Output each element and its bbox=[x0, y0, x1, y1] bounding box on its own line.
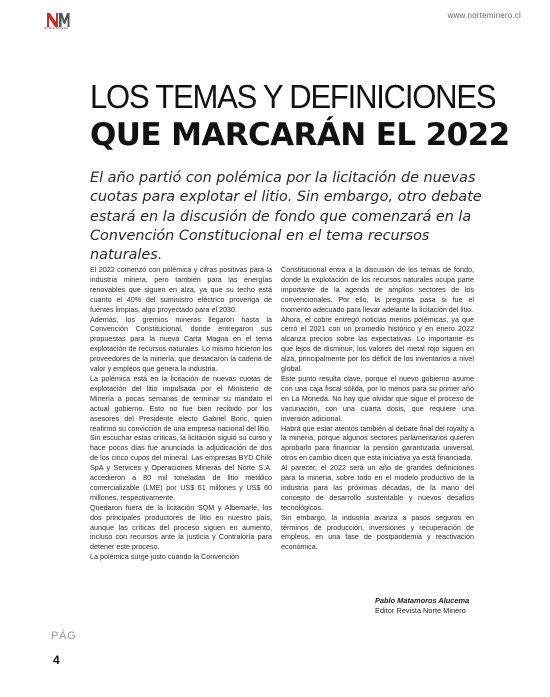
author-role: Editor Revista Norte Minero bbox=[375, 606, 466, 615]
page-label: PÁG bbox=[51, 630, 77, 642]
body-paragraph: Además, los gremios mineros llegaron hasta la Convención Constitucional, donde entregaron sus propuestas para la nueva Carta Magna en el tema explotación de recursos naturales. Lo mismo hicieron los proveedores de la minería, que destacaron la cadena de valor y empleos que genera la industria. bbox=[90, 314, 272, 374]
author-signature bbox=[375, 596, 469, 616]
body-paragraph: El 2022 comenzó con polémica y cifras positivas para la industria minera, pero también para las energías renovables que siguen en alza, ya que su techo está cuanto el 40% del suministro eléctrico provenga de fuentes limpias, algo proyectado para el 2030. bbox=[90, 265, 272, 314]
title-line-2: QUE MARCARÁN EL 2022 bbox=[90, 117, 510, 153]
title-line-1: LOS TEMAS Y DEFINICIONES bbox=[90, 78, 496, 116]
body-paragraph: Sin embargo, la industria avanza a pasos seguros en términos de producción, inversiones y recuperación de empleos, en una fase de postpandemia y reactivación económica. bbox=[281, 512, 474, 552]
body-paragraph: Sin escuchar estas críticas, la licitación siguió su curso y hace pocos días fue anunciada la adjudicación de dos de los cinco cupos del mineral. Las empresas BYD Chile SpA y Services y Operaciones Mineras del Norte S.A. accedieron a 80 mil toneladas de litio metálico comercializable (LME) por US$ 61 millones y US$ 60 millones, respectivamente. bbox=[90, 433, 272, 502]
body-paragraph: Quedaron fuera de la licitación SQM y Albemarle, los dos principales productores de litio en nuestro país, aunque las críticas del proceso siguen en aumento, incluso con recursos ante la justicia y Contraloría para detener este proceso. bbox=[90, 502, 272, 552]
body-paragraph: Ahora, el cobre entregó noticias menos polémicas, ya que cerró el 2021 con un promedio histórico y en enero 2022 alcanza precios sobre las expectativas. Lo importante es que lejos de disminuir, los valores del metal rojo siguen en alza, principalmente por los déficit de los inventarios a nivel global. bbox=[281, 314, 474, 374]
body-paragraph: Al parecer, el 2022 será un año de grandes definiciones para la minería, sobre todo en el modelo productivo de la industria para las próximas décadas, de la mano del concepto de desarrollo sustentable y nuevos desafíos tecnológicos. bbox=[281, 463, 474, 512]
body-paragraph: Este punto resulta clave, porque el nuevo gobierno asume con una caja fiscal sólida, por lo menos para su primer año en La Moneda. No hay que olvidar que sigue el proceso de vacunación, con una cuarta dosis, que requiere una inversión adicional. bbox=[281, 373, 474, 423]
author-name: Pablo Matamoros Alucema bbox=[375, 596, 470, 605]
body-paragraph: Constitucional entra a la discusión de los temas de fondo, donde la explotación de los recursos naturales ocupa parte importante de la agenda de amplios sectores de los convencionales. Por ello, la pregunta pasa si fue el momento adecuado para llevar adelante la licitación del litio. bbox=[281, 265, 474, 314]
page-number: 4 bbox=[53, 653, 60, 667]
body-column-left bbox=[90, 265, 272, 562]
logo-subtext: NORTE MINERO bbox=[44, 26, 69, 30]
body-paragraph: Habrá que estar atentos también al debate final del royalty a la minería, porque algunos sectores parlamentarios quieren aprobarlo para financiar la pensión garantizada universal, otros en cambio dicen que esta iniciativa ya está financiada. bbox=[281, 423, 474, 463]
lead-paragraph: El año partió con polémica por la licitación de nuevas cuotas para explotar el litio. Sin embargo, otro debate estará en la discusión de fondo que comenzará en la Convención Constitucional en el tema recursos naturales. bbox=[90, 170, 482, 264]
body-paragraph: La polémica surge justo cuando la Convención bbox=[90, 552, 240, 562]
site-url[interactable]: www.norteminero.cl bbox=[447, 11, 521, 20]
body-paragraph: La polémica está en la licitación de nuevas cuotas de explotación del litio impulsada por el Ministerio de Minería a pocas semanas de terminar su mandato el actual gobierno. Esto no fue bien recibido por los asesores del Presidente electo Gabriel Boric, quien reafirmó su convicción de una empresa nacional del litio. bbox=[90, 373, 272, 433]
body-column-right bbox=[281, 265, 474, 552]
